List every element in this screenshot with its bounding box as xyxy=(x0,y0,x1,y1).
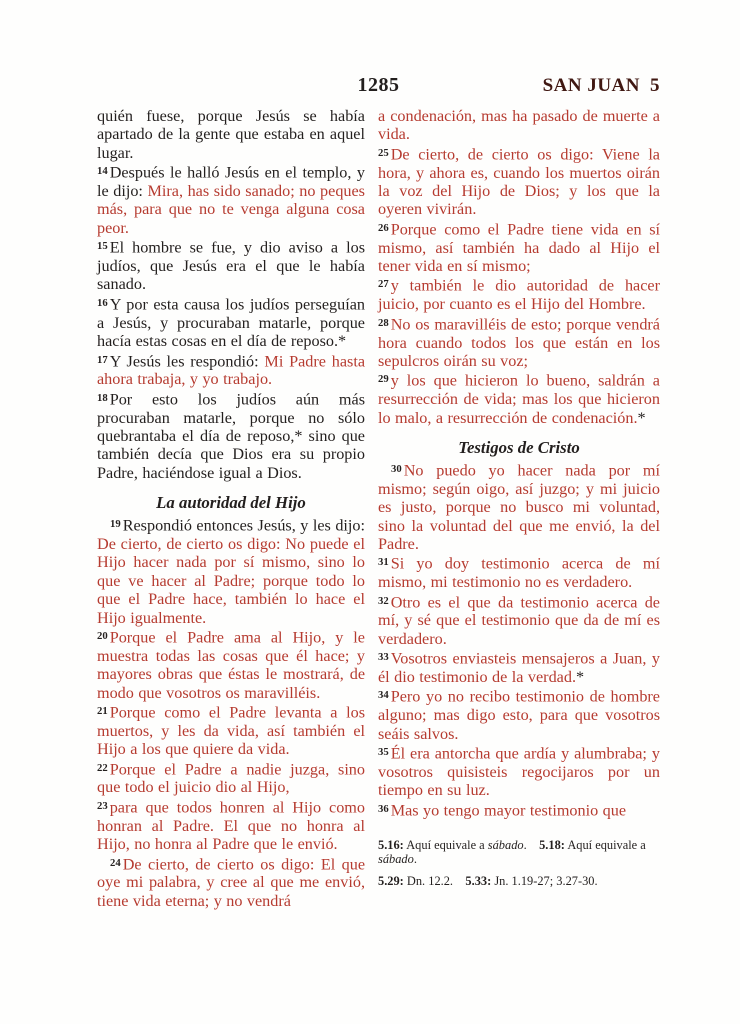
verse-number: 27 xyxy=(378,278,389,291)
text-segment: De cierto, de cierto os digo: Viene la hora, y ahora es, cuando los muertos oirán la voz del Hijo de Dios; y los que la oyeren vivirán. xyxy=(378,145,660,219)
verse-paragraph xyxy=(378,592,660,649)
text-segment: Aquí equivale a xyxy=(403,837,488,852)
text-segment: 5.29: xyxy=(378,873,404,888)
verse-paragraph xyxy=(378,314,660,371)
footnote-entry xyxy=(378,874,660,889)
verse-paragraph xyxy=(97,702,365,759)
text-segment: 5.16: xyxy=(378,837,404,852)
running-head: SAN JUAN 5 xyxy=(542,75,660,96)
text-segment: Él era antorcha que ardía y alumbraba; y vosotros quisisteis regocijaros por un tiempo en su luz. xyxy=(378,744,660,800)
verse-paragraph xyxy=(378,686,660,743)
text-segment: Mira, has sido sanado; no peques más, para que no te venga alguna cosa peor. xyxy=(97,182,365,237)
verse-paragraph xyxy=(97,107,365,162)
text-segment: Porque el Padre ama al Hijo, y le muestra todas las cosas que él hace; y mayores obras que éstas le mostrará, de modo que vosotros os maravilléis. xyxy=(97,628,365,702)
text-segment: . xyxy=(523,837,540,852)
verse-number: 29 xyxy=(378,373,389,386)
verse-paragraph xyxy=(378,800,660,820)
verse-paragraph xyxy=(97,294,365,351)
verse-number: 24 xyxy=(110,856,121,869)
text-segment: Pero yo no recibo testimonio de hombre alguno; mas digo esto, para que vosotros seáis salvos. xyxy=(378,687,660,743)
text-segment: Por esto los judíos aún más procuraban matarle, porque no sólo quebrantaba el día de reposo,* sino que también decía que Dios era su propio Padre, haciéndose igual a Dios. xyxy=(97,390,365,482)
verse-number: 31 xyxy=(378,556,389,569)
text-segment: El hombre se fue, y dio aviso a los judíos, que Jesús era el que le había sanado. xyxy=(97,238,365,294)
verse-paragraph xyxy=(378,370,660,427)
verse-number: 23 xyxy=(97,799,108,812)
text-segment: No puedo yo hacer nada por mí mismo; según oigo, así juzgo; y mi juicio es justo, porque no busco mi voluntad, sino la voluntad del que me envió, la del Padre. xyxy=(378,461,660,553)
text-segment: 5.18: xyxy=(539,837,565,852)
verse-paragraph xyxy=(97,854,365,911)
verse-number: 17 xyxy=(97,353,108,366)
text-segment: Jn. 1.19-27; 3.27-30. xyxy=(491,873,598,888)
text-segment: * xyxy=(576,668,585,687)
text-segment: Y Jesús les respondió: xyxy=(109,351,265,370)
verse-paragraph xyxy=(97,627,365,702)
text-segment: Y por esta causa los judíos perseguían a Jesús, y procuraban matarle, porque hacía estas cosas en el día de reposo. xyxy=(97,295,365,351)
right-column xyxy=(378,107,660,910)
verse-paragraph xyxy=(378,648,660,686)
text-segment: para que todos honren al Hijo como honran al Padre. El que no honra al Hijo, no honra al Padre que le envió. xyxy=(97,798,365,854)
text-segment: * xyxy=(338,332,347,351)
verse-number: 18 xyxy=(97,391,108,404)
verse-paragraph xyxy=(97,237,365,294)
text-segment: Porque el Padre a nadie juzga, sino que todo el juicio dio al Hijo, xyxy=(97,760,365,797)
verse-paragraph xyxy=(97,759,365,797)
verse-paragraph xyxy=(378,553,660,591)
verse-number: 21 xyxy=(97,705,108,718)
text-segment: sábado xyxy=(378,852,414,867)
verse-number: 25 xyxy=(378,146,389,159)
footnote-entry xyxy=(378,838,660,867)
verse-number: 30 xyxy=(391,462,402,475)
verse-paragraph xyxy=(97,797,365,854)
text-segment: * xyxy=(637,408,646,427)
text-segment: sábado xyxy=(487,837,524,852)
verse-number: 36 xyxy=(378,802,389,815)
verse-paragraph xyxy=(97,162,365,237)
verse-number: 19 xyxy=(110,518,121,531)
verse-number: 22 xyxy=(97,761,108,774)
text-segment: De cierto, de cierto os digo: No puede el Hijo hacer nada por sí mismo, sino lo que ve hacer al Padre; porque todo lo que el Padre hace, también lo hace el Hijo igualmente. xyxy=(97,534,365,627)
text-segment: Si yo doy testimonio acerca de mí mismo, mi testimonio no es verdadero. xyxy=(378,554,660,592)
verse-paragraph xyxy=(378,219,660,276)
text-segment: No os maravilléis de esto; porque vendrá hora cuando todos los que están en los sepulcros oirán su voz; xyxy=(378,315,660,370)
verse-number: 28 xyxy=(378,316,389,329)
left-column xyxy=(97,107,365,910)
text-segment: Aquí equivale a xyxy=(564,837,646,852)
text-segment: quién fuese, porque Jesús se había apartado de la gente que estaba en aquel lugar. xyxy=(97,107,365,162)
text-segment: Mas yo tengo mayor testimonio que xyxy=(390,801,627,820)
verse-paragraph xyxy=(97,351,365,389)
text-segment: De cierto, de cierto os digo: El que oye mi palabra, y cree al que me envió, tiene vida eterna; y no vendrá xyxy=(97,854,365,910)
text-segment: Respondió entonces Jesús, y les dijo: xyxy=(122,516,365,535)
section-heading: Testigos de Cristo xyxy=(458,437,580,457)
page-header xyxy=(97,74,660,100)
text-segment: . xyxy=(413,852,417,867)
verse-number: 26 xyxy=(378,221,389,234)
verse-number: 15 xyxy=(97,240,108,253)
text-segment: Porque como el Padre tiene vida en sí mismo, así también ha dado al Hijo el tener vida en sí mismo; xyxy=(378,220,660,276)
text-segment: Dn. 12.2. xyxy=(403,873,466,888)
text-segment: y también le dio autoridad de hacer juicio, por cuanto es el Hijo del Hombre. xyxy=(378,276,660,314)
verse-number: 20 xyxy=(97,630,108,642)
verse-paragraph xyxy=(378,460,660,553)
text-segment: y los que hicieron lo bueno, saldrán a resurrección de vida; mas los que hicieron lo malo, a resurrección de condenación. xyxy=(378,371,660,427)
verse-paragraph xyxy=(97,389,365,482)
verse-paragraph xyxy=(378,144,660,219)
text-segment: Mi Padre hasta ahora trabaja, y yo trabajo. xyxy=(97,351,366,389)
verse-paragraph xyxy=(378,107,660,144)
verse-number: 34 xyxy=(378,689,389,702)
verse-number: 14 xyxy=(97,165,108,178)
text-segment: Porque como el Padre levanta a los muertos, y les da vida, así también el Hijo a los que quiere da vida. xyxy=(97,703,365,759)
text-segment: Después le halló Jesús en el templo, y le dijo: xyxy=(97,163,365,201)
text-segment: a condenación, mas ha pasado de muerte a vida. xyxy=(378,107,660,144)
text-segment: Otro es el que da testimonio acerca de mí, y sé que el testimonio que da de mí es verdadero. xyxy=(378,593,660,648)
text-columns xyxy=(97,107,660,910)
page-number: 1285 xyxy=(357,74,400,96)
verse-number: 33 xyxy=(378,651,389,664)
verse-paragraph xyxy=(378,275,660,313)
text-segment: Vosotros enviasteis mensajeros a Juan, y él dio testimonio de la verdad. xyxy=(378,649,660,687)
section-heading: La autoridad del Hijo xyxy=(156,493,306,513)
verse-paragraph xyxy=(97,515,365,627)
text-segment: 5.33: xyxy=(465,873,492,888)
verse-number: 32 xyxy=(378,594,389,607)
verse-number: 16 xyxy=(97,296,108,309)
footnotes xyxy=(378,838,660,889)
verse-number: 35 xyxy=(378,746,389,759)
verse-paragraph xyxy=(378,743,660,800)
